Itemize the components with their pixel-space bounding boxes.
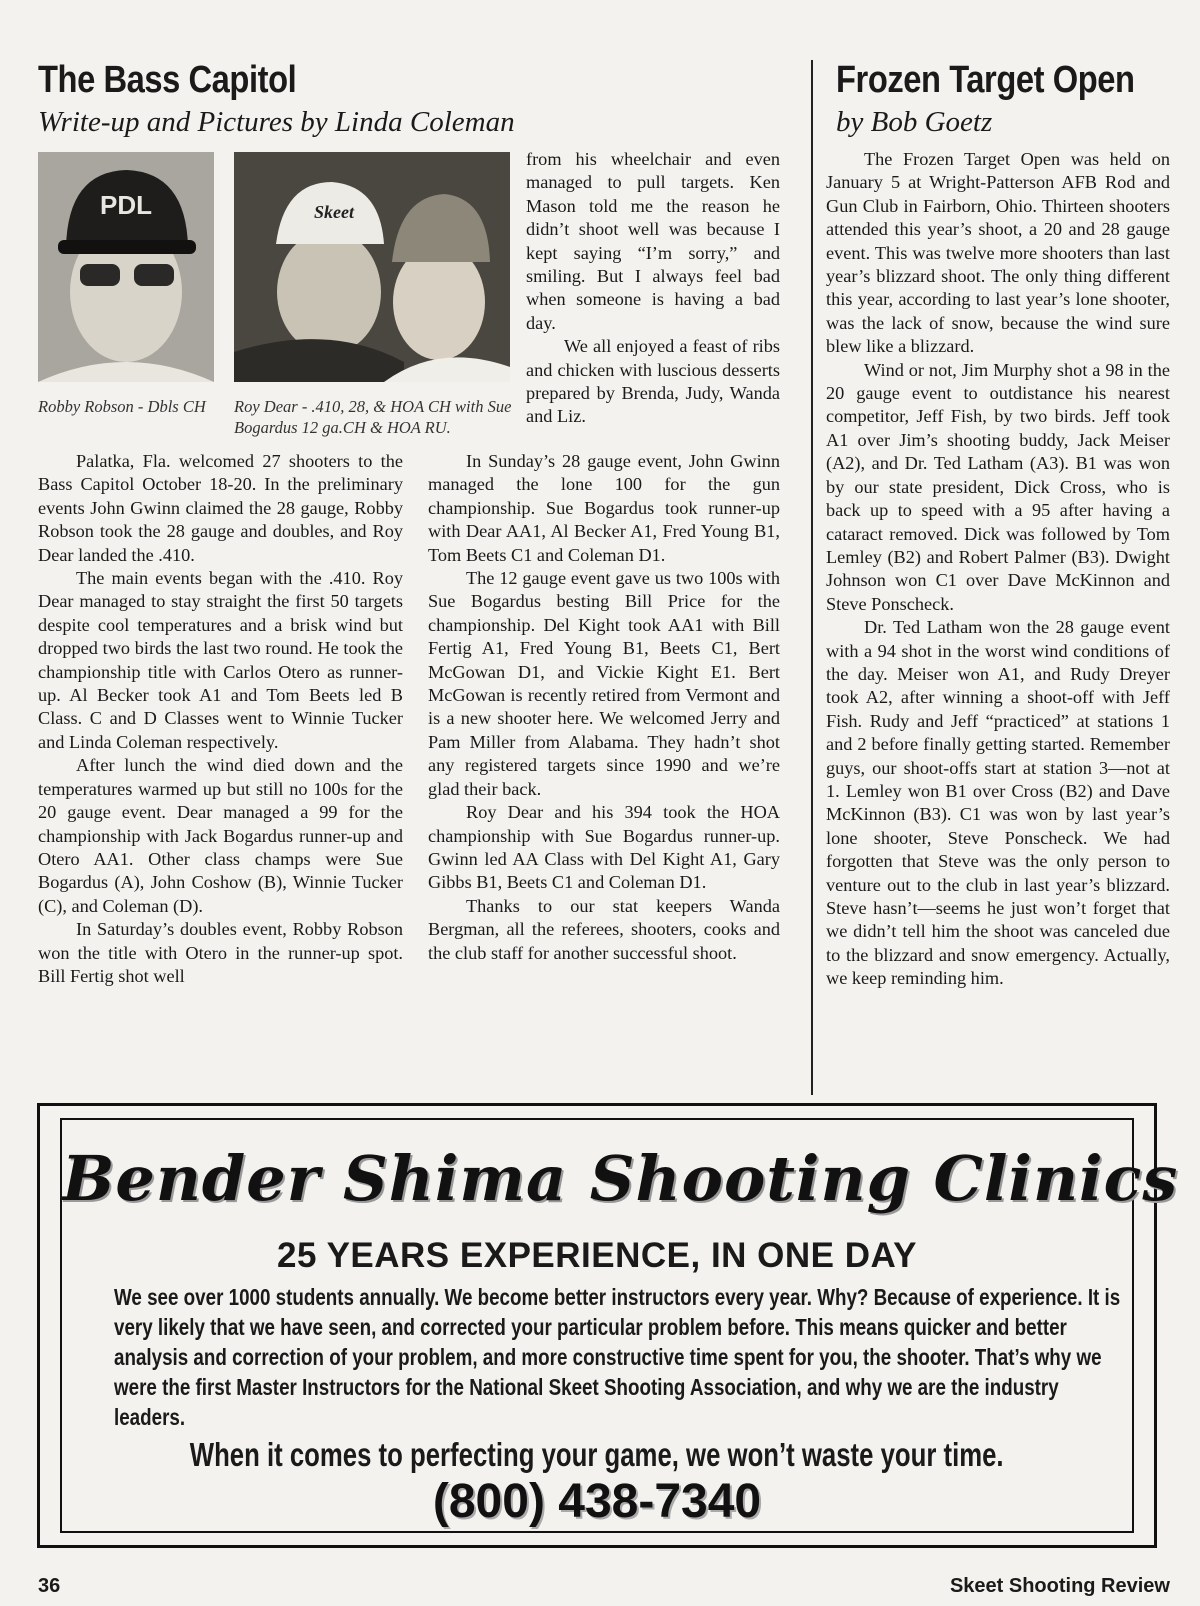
frozen-target-byline: by Bob Goetz (836, 106, 993, 138)
ad-inner-border (60, 1118, 1179, 1533)
paragraph: Palatka, Fla. welcomed 27 shooters to the Bass Capitol October 18-20. In the preliminary events John Gwinn claimed the 28 gauge, Robby Robson took the 28 gauge and doubles, and Roy Dear landed the .410. (38, 451, 403, 565)
paragraph: Thanks to our stat keepers Wanda Bergman, all the referees, shooters, cooks and the club staff for another successful shoot. (428, 895, 780, 963)
ad-phone-number: (800) 438-7340 (432, 1475, 762, 1528)
photo-roy-dear-sue-bogardus (234, 152, 510, 382)
frozen-target-column (826, 148, 1170, 991)
caption-roy-dear: Roy Dear - .410, 28, & HOA CH with Sue Bogardus 12 ga.CH & HOA RU. (234, 397, 512, 437)
paragraph: In Sunday’s 28 gauge event, John Gwinn managed the lone 100 for the gun championship. Sue Bogardus took runner-up with Dear AA1, Al Becker A1, Fred Young B1, Tom Beets C1 and Coleman D1. (428, 451, 780, 565)
bass-capitol-title: The Bass Capitol (38, 59, 297, 101)
ad-script-title: Bender Shima Shooting Clinics (62, 1142, 1179, 1215)
paragraph: The Frozen Target Open was held on January 5 at Wright-Patterson AFB Rod and Gun Club in Fairborn, Ohio. Thirteen shooters attended this year’s shoot, a 20 and 28 gauge event. This was twelve more shooters than last year’s blizzard shoot. The only thing different this year, according to last year’s lone shooter, was the lack of snow, because the wind sure blew like a blizzard. (826, 149, 1170, 357)
bass-capitol-column-2-bottom (428, 450, 780, 965)
frozen-target-title: Frozen Target Open (836, 59, 1135, 101)
paragraph: from his wheelchair and even managed to pull targets. Ken Mason told me the reason he didn’t shoot well was because I kept saying “I’m sorry,” and smiling. But I always feel bad when someone is having a bad day. (526, 149, 780, 333)
paragraph: In Saturday’s doubles event, Robby Robson won the title with Otero in the runner-up spot. Bill Fertig shot well (38, 919, 403, 986)
ad-subtitle: 25 YEARS EXPERIENCE, IN ONE DAY (277, 1236, 917, 1275)
page-number: 36 (38, 1575, 61, 1597)
paragraph: The main events began with the .410. Roy Dear managed to stay straight the first 50 targets despite cool temperatures and a brisk wind but dropped two birds the last two round. He took the championship title with Carlos Otero as runner-up. Al Becker took A1 and Tom Beets led B Class. C and D Classes went to Winnie Tucker and Linda Coleman respectively. (38, 568, 403, 752)
paragraph: Wind or not, Jim Murphy shot a 98 in the 20 gauge event to outdistance his nearest competitor, Jeff Fish, by two birds. Jeff took A1 over Jim’s shooting buddy, Jack Meiser (A2), and Dr. Ted Latham (A3). B1 was won by our state president, Dick Cross, who is back up to speed with a 95 after having a cataract removed. Dick was followed by Tom Lemley (B2) and Robert Palmer (B3). Dwight Johnson won C1 over Dave McKinnon and Steve Ponscheck. (826, 359, 1170, 614)
bass-capitol-column-2-top (526, 148, 780, 429)
duo-portrait-illustration (234, 152, 510, 382)
publication-name: Skeet Shooting Review (949, 1575, 1170, 1597)
cap-lettering-skeet: Skeet (314, 202, 354, 222)
ad-tagline (62, 1436, 1132, 1474)
paragraph: We all enjoyed a feast of ribs and chicken with luscious desserts prepared by Brenda, Judy, Wanda and Liz. (526, 336, 780, 427)
caption-robby-robson: Robby Robson - Dbls CH (38, 397, 206, 416)
portrait-illustration (38, 152, 214, 382)
paragraph: After lunch the wind died down and the temperatures warmed up but still no 100s for the 20 gauge event. Dear managed a 99 for the championship with Jack Bogardus runner-up and Otero AA1. Other class champs were Sue Bogardus (A), John Coshow (B), Winnie Tucker (C), and Coleman (D). (38, 755, 403, 916)
column-divider (811, 60, 813, 1095)
paragraph: Roy Dear and his 394 took the HOA championship with Sue Bogardus runner-up. Gwinn led AA Class with Del Kight A1, Gary Gibbs B1, Beets C1 and Coleman D1. (428, 802, 780, 893)
bass-capitol-column-1 (38, 450, 403, 988)
ad-tagline-text: When it comes to perfecting your game, we won’t waste your time. (190, 1436, 1004, 1473)
cap-lettering: PDL (100, 190, 152, 220)
paragraph: The 12 gauge event gave us two 100s with Sue Bogardus besting Bill Price for the championship. Del Kight took AA1 with Bill Fertig A1, Fred Young B1, Beets C1, Bert McGowan D1, and Vickie Kight E1. Bert McGowan is recently retired from Vermont and is a new shooter here. We welcomed Jerry and Pam Miller from Alabama. They hadn’t shot any registered targets since 1990 and we’re glad their back. (428, 568, 780, 799)
paragraph: Dr. Ted Latham won the 28 gauge event with a 94 shot in the worst wind conditions of the day. Meiser won A1, and Rudy Dreyer took A2, after winning a shoot-off with Jeff Fish. Rudy and Jeff “practiced” at stations 1 and 2 before finally getting started. Remember guys, our shoot-offs start at station 3—not at 1. Lemley won B1 over Cross (B2) and Dave McKinnon (B3). C1 was won by last year’s lone shooter, Steve Ponscheck. We had forgotten that Steve was the only person to venture out to the club in last year’s blizzard. Steve hasn’t—seems he just won’t forget that we didn’t tell him the shoot was canceled due to the blizzard and snow emergency. Actually, we keep reminding him. (826, 617, 1170, 989)
ad-body-text: We see over 1000 students annually. We become better instructors every year. Why? Because of experience. It is very likely that we have seen, and corrected your particular problem before. This means quicker and better analysis and correction of your problem, and more constructive time spent for you, the shooter. That’s why we were the first Master Instructors for the National Skeet Shooting Association, and why we are the industry leaders. (114, 1284, 1121, 1430)
bass-capitol-byline: Write-up and Pictures by Linda Coleman (38, 106, 515, 138)
photo-robby-robson (38, 152, 214, 382)
bender-shima-ad (37, 1103, 1179, 1548)
